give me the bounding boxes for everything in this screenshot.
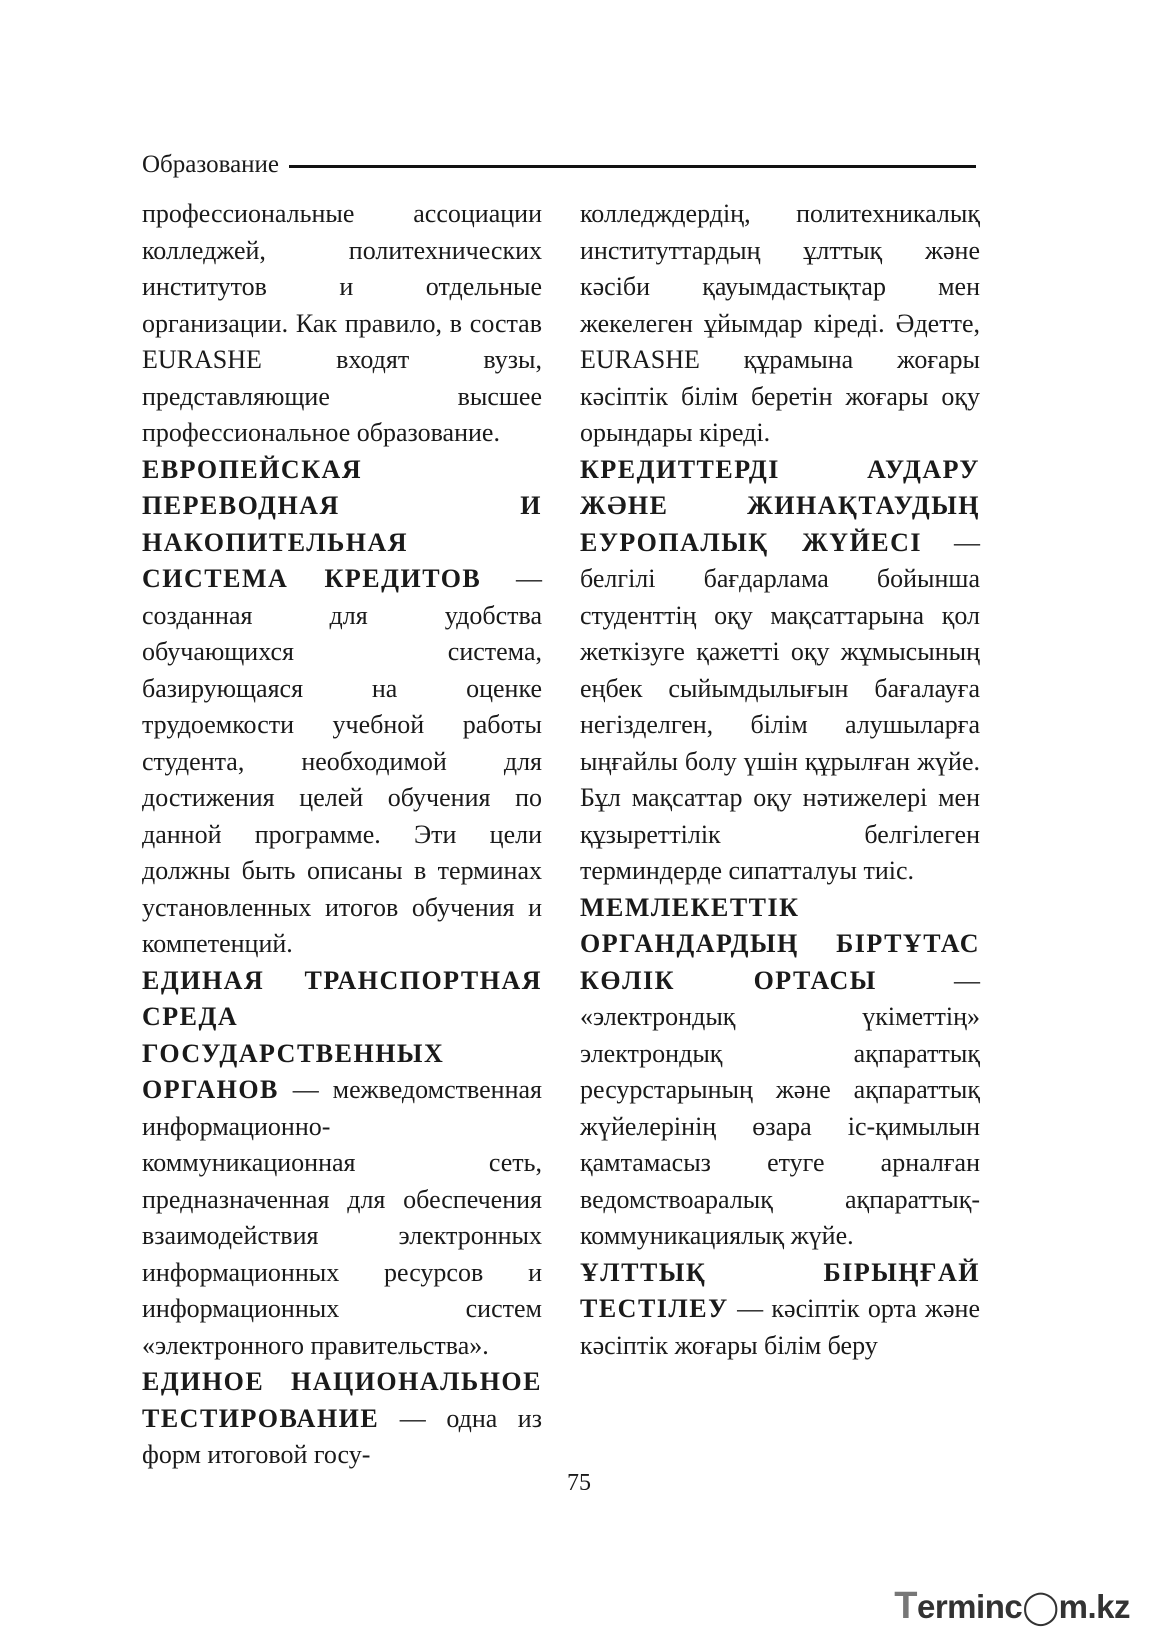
running-head [142, 148, 976, 182]
entry-term: МЕМЛЕКЕТТІК ОРГАНДАРДЫҢ БІРТҰТАС КӨЛІК ОРТАСЫ [580, 892, 980, 995]
right-column [580, 196, 980, 1364]
entry-term: ЕДИНОЕ НАЦИОНАЛЬНОЕ ТЕСТИРОВАНИЕ [142, 1367, 542, 1433]
entry-text: — одна из форм итоговой госу- [142, 1403, 542, 1469]
entry-text: — созданная для удобства обучающихся система, базирующаяся на оценке трудоемкости учебной работы студента, необходимой для достижения целей обучения по данной программе. Эти цели должны быть описаны в терминах установленных итогов обучения и компетенций. [142, 564, 542, 958]
page-number: 75 [567, 1470, 591, 1496]
glossary-entry [142, 1364, 542, 1474]
watermark-text: erminc◯m.kz [916, 1588, 1130, 1625]
glossary-entry [580, 1255, 980, 1365]
left-column [142, 196, 542, 1474]
entry-text: колледждердің, политехникалық институттардың ұлттық және кәсіби қауымдастықтар мен жекелеген ұйымдар кіреді. Әдетте, EURASHE құрамына жоғары кәсіптік білім беретін жоғары оқу орындары кіреді. [580, 199, 980, 447]
glossary-entry [580, 452, 980, 890]
entry-term: ЕДИНАЯ ТРАНСПОРТНАЯ СРЕДА ГОСУДАРСТВЕННЫХ ОРГАНОВ [142, 965, 542, 1104]
watermark-logo [894, 1585, 1130, 1628]
glossary-entry [580, 196, 980, 452]
glossary-entry [580, 890, 980, 1255]
glossary-entry [142, 452, 542, 963]
glossary-entry [142, 196, 542, 452]
entry-term: ҰЛТТЫҚ БІРЫҢҒАЙ ТЕСТІЛЕУ [580, 1257, 980, 1323]
entry-text: — белгілі бағдарлама бойынша студенттің оқу мақсаттарына қол жеткізуге қажетті оқу жұмысының еңбек сыйымдылығын бағалауға негізделген, білім алушыларға ыңғайлы болу үшін құрылған жүйе. Бұл мақсаттар оқу нәтижелері мен құзыреттілік белгілеген терминдерде сипатталуы тиіс. [580, 527, 981, 885]
glossary-entry [142, 963, 542, 1365]
entry-term: КРЕДИТТЕРДІ АУДАРУ ЖӘНЕ ЖИНАҚТАУДЫҢ ЕУРОПАЛЫҚ ЖҮЙЕСІ [580, 454, 980, 557]
entry-text: — межведомственная информационно-коммуникационная сеть, предназначенная для обеспечения взаимодействия электронных информационных ресурсов и информационных систем «электронного правительства». [142, 1075, 542, 1360]
header-rule [289, 165, 976, 168]
entry-text: — кәсіптік орта және кәсіптік жоғары білім беру [580, 1294, 980, 1360]
entry-text: — «электрондық үкіметтің» электрондық ақпараттық ресурстарының және ақпараттық жүйелерінің өзара іс-қимылын қамтамасыз етуге арналған ведомствоаралық ақпараттық-коммуникациялық жүйе. [580, 965, 980, 1250]
watermark-prefix: T [894, 1585, 917, 1627]
section-title: Образование [142, 151, 280, 178]
entry-term: ЕВРОПЕЙСКАЯ ПЕРЕВОДНАЯ И НАКОПИТЕЛЬНАЯ СИСТЕМА КРЕДИТОВ [142, 454, 542, 593]
entry-text: профессиональные ассоциации колледжей, политехнических институтов и отдельные организации. Как правило, в состав EURASHE входят вузы, представляющие высшее профессиональное образование. [142, 199, 542, 447]
